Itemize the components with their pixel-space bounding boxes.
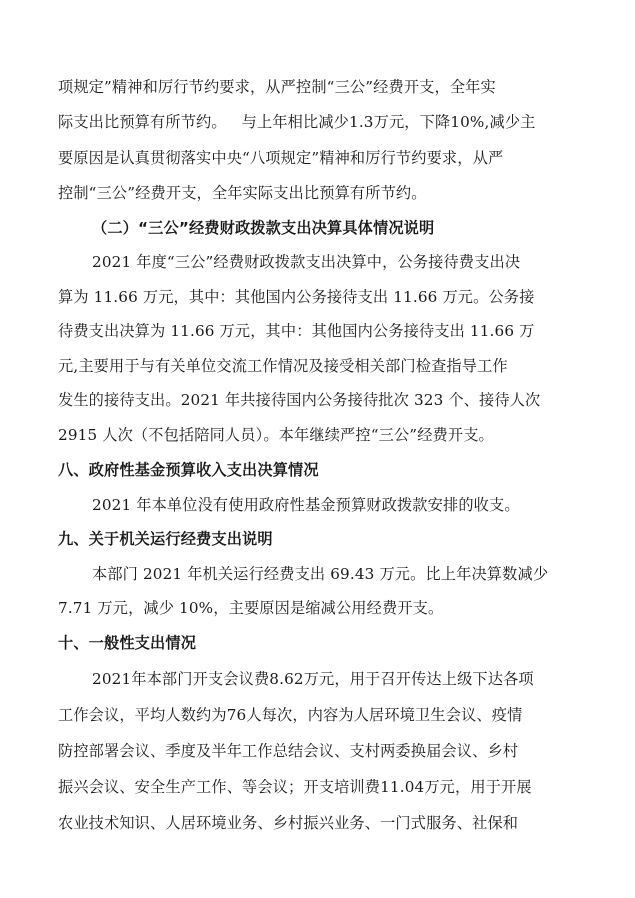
body-text-line: 2021 年本单位没有使用政府性基金预算财政拨款安排的收支。	[92, 496, 520, 514]
body-text-line: 本部门 2021 年机关运行经费支出 69.43 万元。比上年决算数减少	[92, 565, 549, 583]
body-text-line: 项规定”精神和厉行节约要求，从严控制“三公”经费开支，全年实	[58, 78, 496, 96]
body-text-line: 工作会议，平均人数约为76人每次，内容为人居环境卫生会议、疫情	[58, 706, 523, 724]
body-text-line: 发生的接待支出。2021 年共接待国内公务接待批次 323 个、接待人次	[58, 391, 541, 409]
body-text-line: 防控部署会议、季度及半年工作总结会议、支村两委换届会议、乡村	[58, 742, 519, 760]
body-text-line: 要原因是认真贯彻落实中央“八项规定”精神和厉行节约要求，从严	[58, 149, 504, 167]
body-text-line: 算为 11.66 万元，其中：其他国内公务接待支出 11.66 万元。公务接	[58, 288, 535, 306]
section-heading-9: 九、关于机关运行经费支出说明	[58, 530, 273, 548]
body-text-line: 控制“三公”经费开支，全年实际支出比预算有所节约。	[58, 184, 427, 202]
body-text-line: 农业技术知识、人居环境业务、乡村振兴业务、一门式服务、社保和	[58, 814, 519, 832]
body-text-line: 2021 年度“三公”经费财政拨款支出决算中，公务接待费支出决	[92, 253, 521, 271]
body-text-line: 待费支出决算为 11.66 万元，其中：其他国内公务接待支出 11.66 万	[58, 322, 535, 340]
body-text-line: 振兴会议、安全生产工作、等会议；开支培训费11.04万元，用于开展	[58, 778, 532, 796]
subsection-heading-2: （二）“三公”经费财政拨款支出决算具体情况说明	[92, 219, 435, 237]
body-text-line: 7.71 万元，减少 10%，主要原因是缩减公用经费开支。	[58, 599, 444, 617]
section-heading-8: 八、政府性基金预算收入支出决算情况	[58, 461, 319, 479]
section-heading-10: 十、一般性支出情况	[58, 634, 197, 652]
body-text-line: 2915 人次（不包括陪同人员）。本年继续严控“三公”经费开支。	[58, 426, 494, 444]
body-text-line: 2021年本部门开支会议费8.62万元，用于召开传达上级下达各项	[92, 670, 534, 688]
body-text-line: 际支出比预算有所节约。 与上年相比减少1.3万元，下降10%,减少主	[58, 113, 536, 131]
body-text-line: 元,主要用于与有关单位交流工作情况及接受相关部门检查指导工作	[58, 357, 508, 375]
